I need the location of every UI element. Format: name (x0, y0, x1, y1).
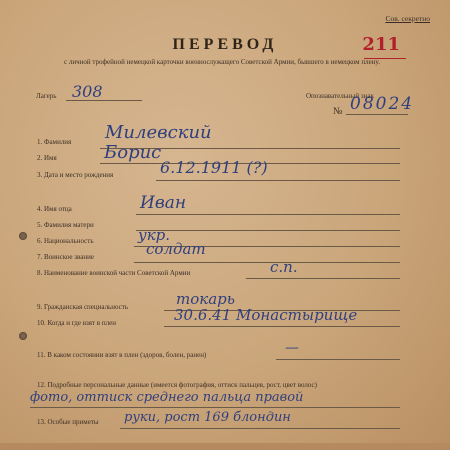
punch-hole-top (19, 232, 27, 240)
classification-stamp: Сов. секретно (385, 14, 430, 23)
field-birth-value: 6.12.1911 (?) (160, 158, 268, 177)
field-marks-label: 13. Особые приметы (37, 418, 99, 426)
handwritten-number: 211 (362, 34, 400, 55)
tag-number-sign: № (333, 106, 343, 117)
field-birth-line (156, 180, 400, 181)
field-profession-label: 9. Гражданская специальность (37, 303, 129, 311)
document-subtitle: с личной трофейной немецкой карточки военнослужащего Советской Армии, бывшего в немецком плену. (64, 58, 380, 66)
field-nationality-label: 6. Национальность (37, 237, 94, 245)
field-birth-label: 3. Дата и место рождения (37, 171, 114, 179)
field-marks-value: руки, рост 169 блондин (124, 410, 291, 425)
field-unit-value: с.п. (270, 258, 298, 276)
page-fold-strip (0, 443, 450, 450)
tag-label: Опознавательный знак (306, 92, 374, 100)
field-surname-label: 1. Фамилия (37, 138, 72, 146)
tag-value: 08024 (350, 94, 415, 114)
field-capture-value: 30.6.41 Монастырище (174, 306, 358, 324)
field-condition-label: 11. В каком состоянии взят в плен (здоров, болен, ранен) (37, 351, 207, 359)
field-details-line (30, 407, 400, 408)
document-title: ПЕРЕВОД (172, 36, 278, 53)
tag-line (346, 114, 408, 115)
field-details-label: 12. Подробные персональные данные (имеется фотография, оттиск пальцев, рост, цвет волос) (37, 381, 317, 389)
field-mother-label: 5. Фамилия матери (37, 221, 94, 229)
field-father-label: 4. Имя отца (37, 205, 72, 213)
camp-label: Лагерь (36, 92, 57, 100)
field-unit-label: 8. Наименование воинской части Советской Армии (37, 269, 191, 277)
field-marks-line (120, 428, 400, 429)
field-condition-line (276, 359, 400, 360)
field-nationality-value: укр. (138, 226, 171, 244)
field-mother-line (136, 230, 400, 231)
field-rank-label: 7. Воинское звание (37, 253, 94, 261)
field-profession-value: токарь (176, 290, 235, 308)
field-name-label: 2. Имя (37, 154, 57, 162)
field-father-line (136, 214, 400, 215)
punch-hole-bottom (19, 332, 27, 340)
field-capture-label: 10. Когда и где взят в плен (37, 319, 116, 327)
field-father-value: Иван (140, 193, 187, 213)
field-rank-value: солдат (146, 240, 206, 258)
field-rank-line (134, 262, 400, 263)
field-details-value: фото, оттиск среднего пальца правой (30, 390, 304, 405)
field-condition-value: — (285, 340, 299, 356)
field-surname-value: Милевский (105, 122, 212, 143)
camp-line (66, 100, 142, 101)
camp-value: 308 (72, 82, 103, 101)
field-capture-line (164, 326, 400, 327)
field-unit-line (246, 278, 400, 279)
field-name-value: Борис (104, 142, 162, 163)
